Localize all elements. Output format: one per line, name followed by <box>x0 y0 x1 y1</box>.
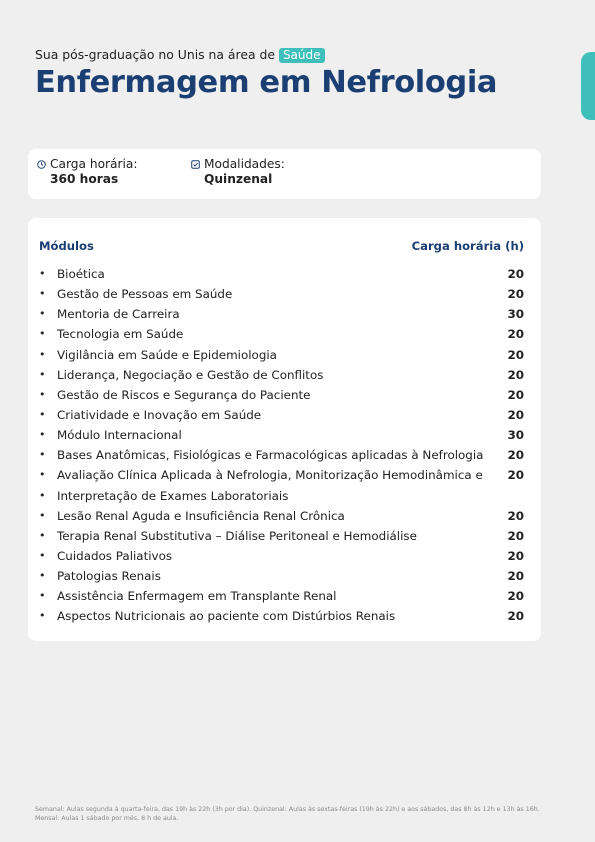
checkbox-icon <box>191 160 200 169</box>
bullet: • <box>39 488 46 502</box>
side-tab-decoration <box>581 52 595 120</box>
module-hours: 20 <box>507 468 524 483</box>
module-row <box>39 365 524 385</box>
module-name: Avaliação Clínica Aplicada à Nefrologia, Monitorização Hemodinâmica e <box>57 468 483 483</box>
module-hours: 20 <box>507 267 524 281</box>
modules-column-header: Módulos <box>39 239 94 253</box>
bullet: • <box>39 589 46 603</box>
module-row <box>39 304 524 324</box>
module-row <box>39 284 524 304</box>
module-hours: 30 <box>507 428 524 443</box>
bullet: • <box>39 448 46 462</box>
module-row <box>39 526 524 546</box>
module-row <box>39 546 524 566</box>
module-name: Vigilância em Saúde e Epidemiologia <box>57 347 277 362</box>
bullet: • <box>39 609 46 623</box>
footnote-line: Semanal: Aulas segunda à quarta-feira, das 19h às 22h (3h por dia). Quinzenal: Aulas às sextas-feiras (19h às 22h) e aos sábados, das 8h às 12h e 13h às 16h. <box>35 806 540 813</box>
module-name: Cuidados Paliativos <box>57 548 173 563</box>
modality-label: Modalidades: <box>204 157 285 171</box>
module-name: Bases Anatômicas, Fisiológicas e Farmacológicas aplicadas à Nefrologia <box>57 448 484 463</box>
module-hours: 30 <box>507 307 524 322</box>
module-hours: 20 <box>507 589 524 604</box>
bullet: • <box>39 267 46 280</box>
bullet: • <box>39 428 46 442</box>
bullet: • <box>39 307 46 321</box>
module-row <box>39 606 524 626</box>
module-name: Mentoria de Carreira <box>57 307 180 322</box>
bullet: • <box>39 528 46 542</box>
schedule-footnote <box>35 805 565 823</box>
page-header <box>35 46 497 100</box>
module-hours: 20 <box>507 327 524 342</box>
module-row <box>39 345 524 365</box>
module-name: Gestão de Pessoas em Saúde <box>57 287 233 302</box>
module-name: Liderança, Negociação e Gestão de Conflitos <box>57 367 324 382</box>
module-row <box>39 566 524 586</box>
modality-value: Quinzenal <box>204 172 273 186</box>
module-name: Bioética <box>57 267 105 281</box>
bullet: • <box>39 468 46 482</box>
bullet: • <box>39 407 46 421</box>
module-name: Terapia Renal Substitutiva – Diálise Peritoneal e Hemodiálise <box>57 528 417 543</box>
bullet: • <box>39 508 46 522</box>
modules-list <box>39 264 524 627</box>
module-hours: 20 <box>507 508 524 523</box>
module-row <box>39 506 524 526</box>
module-row <box>39 264 524 284</box>
module-hours: 20 <box>507 347 524 362</box>
module-row <box>39 586 524 606</box>
module-name: Criatividade e Inovação em Saúde <box>57 407 262 422</box>
clock-icon <box>37 160 46 169</box>
bullet: • <box>39 347 46 361</box>
modules-card <box>28 218 541 641</box>
page-title: Enfermagem em Nefrologia <box>35 65 498 100</box>
workload-label: Carga horária: <box>50 157 138 171</box>
bullet: • <box>39 569 46 583</box>
module-row <box>39 425 524 445</box>
module-hours: 20 <box>507 448 524 463</box>
footnote-line: Mensal: Aulas 1 sábado por mês, 8 h de aula. <box>35 815 179 822</box>
area-tag: Saúde <box>279 48 325 63</box>
module-name: Assistência Enfermagem em Transplante Renal <box>57 589 337 604</box>
bullet: • <box>39 387 46 401</box>
module-name: Patologias Renais <box>57 569 161 584</box>
module-hours: 20 <box>507 387 524 402</box>
module-hours: 20 <box>507 367 524 382</box>
workload-info <box>37 157 137 187</box>
module-row <box>39 324 524 344</box>
bullet: • <box>39 287 46 301</box>
module-hours: 20 <box>507 287 524 302</box>
module-row <box>39 385 524 405</box>
bullet: • <box>39 327 46 341</box>
module-name: Módulo Internacional <box>57 428 182 443</box>
workload-value: 360 horas <box>50 172 119 186</box>
module-row <box>39 486 524 506</box>
module-hours: 20 <box>507 528 524 543</box>
module-row <box>39 405 524 425</box>
module-hours: 20 <box>507 407 524 422</box>
hours-column-header: Carga horária (h) <box>411 239 524 253</box>
module-hours: 20 <box>507 569 524 584</box>
module-hours: 20 <box>507 609 524 624</box>
module-name: Gestão de Riscos e Segurança do Paciente <box>57 387 311 402</box>
subtitle-text: Sua pós-graduação no Unis na área de <box>35 47 275 62</box>
course-info-card <box>28 149 541 199</box>
page-subtitle <box>35 46 497 64</box>
module-name: Lesão Renal Aguda e Insuficiência Renal Crônica <box>57 508 345 523</box>
module-name: Aspectos Nutricionais ao paciente com Distúrbios Renais <box>57 609 396 624</box>
module-name: Tecnologia em Saúde <box>57 327 184 342</box>
module-row <box>39 445 524 465</box>
module-hours: 20 <box>507 548 524 563</box>
bullet: • <box>39 367 46 381</box>
bullet: • <box>39 548 46 562</box>
module-name: Interpretação de Exames Laboratoriais <box>57 488 289 503</box>
modality-info <box>191 157 285 187</box>
modules-header <box>39 239 524 253</box>
module-row <box>39 465 524 485</box>
